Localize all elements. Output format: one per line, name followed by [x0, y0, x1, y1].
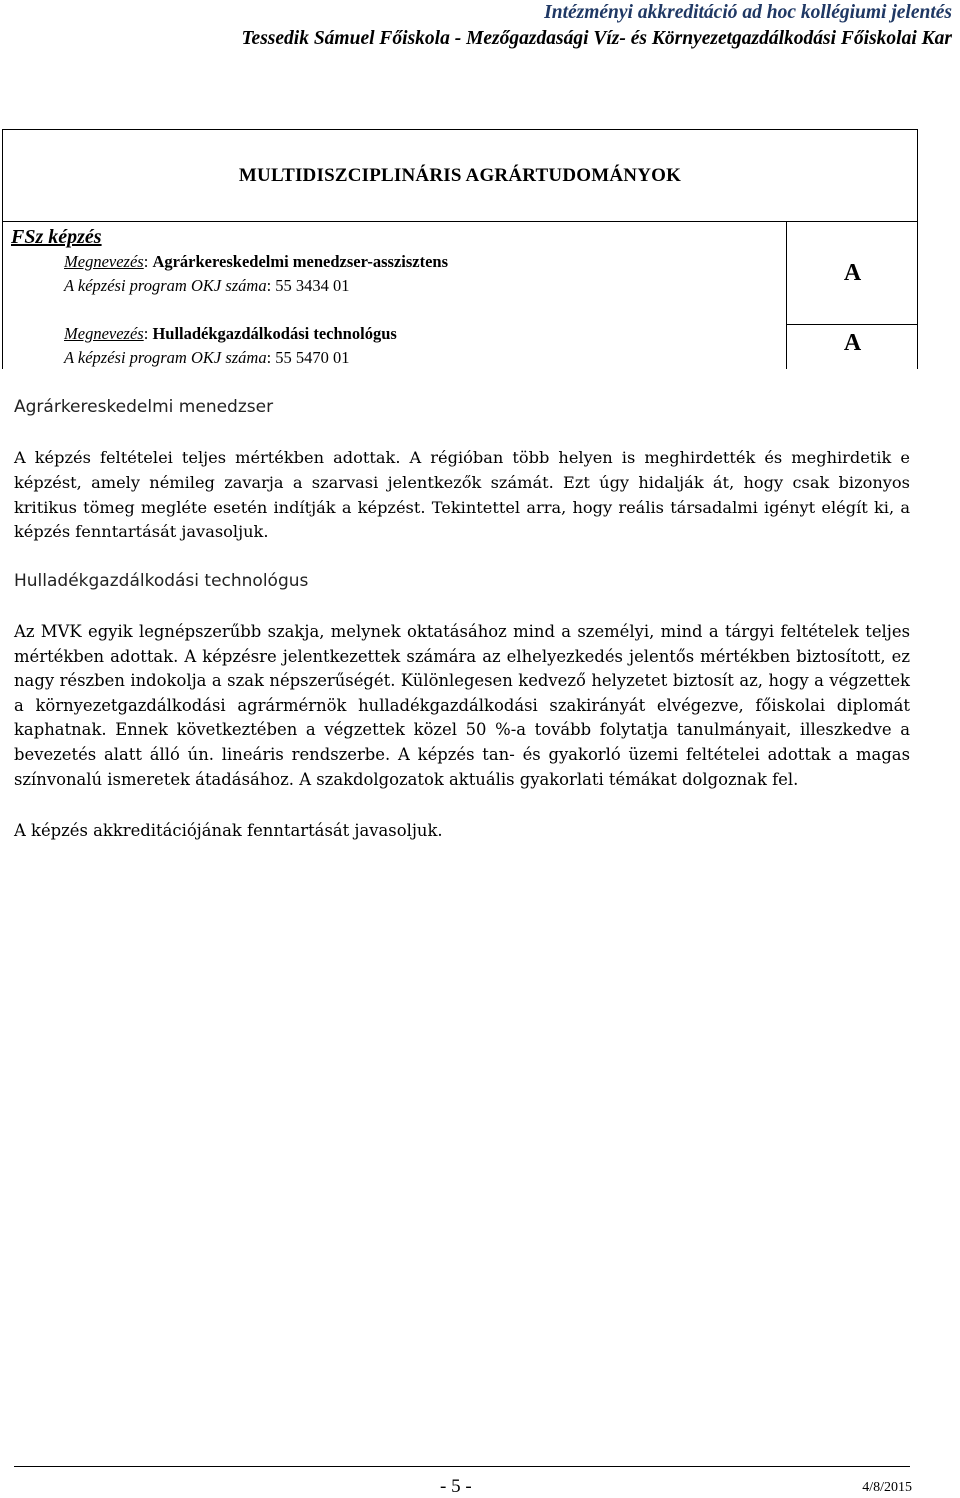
okj-label: A képzési program OKJ száma: [64, 276, 267, 295]
program-table: [2, 129, 918, 369]
page-number: - 5 -: [440, 1476, 472, 1497]
okj-number: 55 3434 01: [275, 276, 350, 295]
program-1-grade: A: [843, 260, 862, 286]
footer-date: 4/8/2015: [862, 1480, 912, 1495]
section-label: FSz képzés: [11, 226, 102, 248]
section-text-hulladek: Az MVK egyik legnépszerűbb szakja, melynek oktatásához mind a személyi, mind a tárgyi feltételek teljes mértékben adottak. A képzésre jelentkezettek számára az elhelyezkedés jelentős mértékben biztosított, ez nagy részben indokolja a szak népszerűségét. Különlegesen kedvező helyzetet biztosít az, hogy a végzettek a környezetgazdálkodási agrármérnök hulladékgazdálkodási szakirányát elvégezve, főiskolai diplomát kaphatnak. Ennek következtében a végzettek közel 50 %-a tovább folytatja tanulmányait, illeszkedve a bevezetés alatt álló ún. lineáris rendszerbe. A képzés tan- és gyakorló üzemi feltételei adottak a magas színvonalú ismeretek átadásához. A szakdolgozatok aktuális gyakorlati témákat dolgoznak fel.: [14, 622, 910, 789]
okj-number: 55 5470 01: [275, 348, 350, 367]
program-2: Megnevezés: Hulladékgazdálkodási technológus A képzési program OKJ száma: 55 5470 01: [64, 324, 397, 367]
okj-label: A képzési program OKJ száma: [64, 348, 267, 367]
name-label: Megnevezés: [64, 324, 144, 343]
header-line-2: Tessedik Sámuel Főiskola - Mezőgazdasági Víz- és Környezetgazdálkodási Főiskolai Kar: [241, 28, 952, 49]
program-2-grade: A: [843, 330, 862, 356]
row-divider: [786, 324, 917, 325]
header-line-1: Intézményi akkreditáció ad hoc kollégiumi jelentés: [544, 2, 952, 23]
section-text-agrar: A képzés feltételei teljes mértékben adottak. A régióban több helyen is meghirdették és meghirdetik e képzést, amely némileg zavarja a szarvasi jelentkezők számát. Ezt úgy hidalják át, hogy csak bizonyos kritikus tömeg megléte esetén indítják a képzést. Tekintettel arra, hogy reális társadalmi igényt elégít ki, a képzés fenntartását javasoljuk.: [14, 448, 910, 542]
closing-sentence: A képzés akkreditációjának fenntartását javasoljuk.: [14, 821, 443, 840]
program-name: Hulladékgazdálkodási technológus: [152, 324, 397, 343]
footer-rule: [14, 1466, 910, 1467]
name-label: Megnevezés: [64, 252, 144, 271]
section-heading-hulladek: Hulladékgazdálkodási technológus: [14, 571, 309, 591]
running-header: [241, 0, 952, 52]
table-title: MULTIDISZCIPLINÁRIS AGRÁRTUDOMÁNYOK: [3, 130, 917, 222]
program-name: Agrárkereskedelmi menedzser-asszisztens: [152, 252, 448, 271]
section-heading-agrar: Agrárkereskedelmi menedzser: [14, 397, 274, 417]
program-1: Megnevezés: Agrárkereskedelmi menedzser-asszisztens A képzési program OKJ száma: 55 3434 01: [64, 252, 448, 295]
